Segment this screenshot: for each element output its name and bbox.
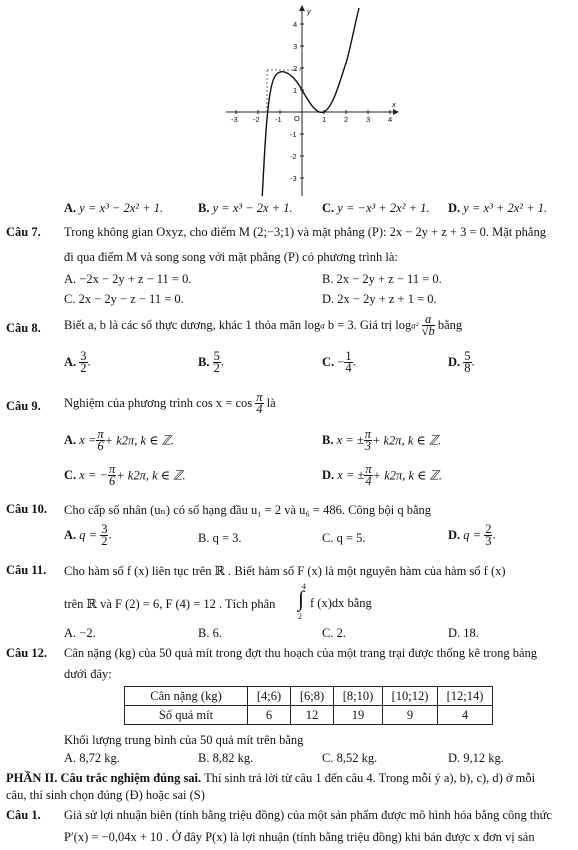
section-heading: [6, 771, 535, 786]
fraction-denominator: 6: [108, 474, 116, 488]
q8-option-b[interactable]: B. $\frac{5}{2}$ .: [198, 349, 224, 375]
q9-option-a[interactable]: [64, 429, 174, 452]
log-base: a: [320, 320, 325, 331]
option-letter: D.: [322, 468, 335, 482]
fraction: [422, 314, 435, 337]
question-text: Cân nặng (kg) của 50 quả mít trong đợt thu hoạch của một trang trại được thống kê trong bảng: [64, 646, 538, 660]
option-letter: D.: [448, 528, 461, 542]
question-text: f (x)dx bằng: [310, 596, 372, 610]
option-letter: D.: [448, 201, 461, 215]
option-text: y = −x³ + 2x² + 1.: [337, 201, 430, 215]
q11-option-a[interactable]: A. −2.: [64, 626, 96, 640]
question-text: [64, 314, 462, 337]
option-letter: A.: [64, 355, 77, 369]
stem-part: Biết a, b là các số thực dương, khác 1 thỏa mãn log: [64, 318, 321, 332]
x-axis-label: x: [392, 100, 396, 109]
q11-option-b[interactable]: B. 6.: [198, 626, 222, 640]
fraction-numerator: π: [256, 390, 263, 404]
option-prefix: x = −: [79, 468, 108, 482]
option-letter: A.: [64, 433, 77, 447]
question-number: Câu 12.: [6, 646, 47, 660]
fraction: [364, 464, 372, 487]
y-tick-label: 4: [293, 20, 298, 29]
option-letter: B.: [198, 201, 210, 215]
q9-option-c[interactable]: [64, 464, 186, 487]
table-cell: [6;8): [291, 687, 334, 706]
table-cell: [12;14): [438, 687, 493, 706]
fraction-numerator: π: [364, 427, 371, 441]
option-letter: C.: [64, 468, 77, 482]
q7-option-d[interactable]: D. 2x − 2y + z + 1 = 0.: [322, 292, 437, 306]
option-letter: A.: [64, 528, 77, 542]
question-text: Cho cấp số nhân (uₙ) có số hạng đầu u₁ = 2 và u₆ = 486. Công bội q bằng: [64, 503, 432, 517]
table-cell: [10;12): [383, 687, 438, 706]
question-number: Câu 9.: [6, 399, 41, 413]
fraction-denominator: 4: [365, 474, 372, 488]
x-tick-label: 3: [366, 115, 371, 124]
option-letter: D.: [448, 355, 461, 369]
q9-option-d[interactable]: [322, 464, 442, 487]
q10-option-c[interactable]: C. q = 5.: [322, 531, 366, 545]
q7-option-a[interactable]: A. −2x − 2y + z − 11 = 0.: [64, 272, 192, 286]
fraction-numerator: 1: [345, 349, 352, 363]
origin-label: O: [294, 114, 300, 123]
integral-sign: [296, 582, 310, 622]
y-tick-label: -3: [290, 174, 297, 183]
log-base: a²: [411, 320, 419, 331]
question-number: Câu 7.: [6, 225, 41, 239]
table-cell: [4;6): [248, 687, 291, 706]
fraction-numerator: 5: [464, 349, 471, 363]
table-cell: Số quả mít: [125, 706, 248, 725]
option-letter: C.: [322, 201, 335, 215]
table-cell: Cân nặng (kg): [125, 687, 248, 706]
fraction-denominator: 6: [97, 439, 104, 453]
fraction: [213, 351, 221, 374]
q8-option-d[interactable]: D. $\frac{5}{8}$ .: [448, 349, 475, 375]
question-text: đi qua điểm M và song song với mặt phẳng (P) có phương trình là:: [64, 250, 398, 264]
fraction-denominator: 4: [256, 402, 263, 416]
fraction-numerator: π: [97, 427, 104, 441]
table-cell: 4: [438, 706, 493, 725]
stem-part: b = 3. Giá trị log: [324, 318, 412, 332]
fraction: [463, 351, 471, 374]
fraction-denominator: √b: [421, 324, 435, 338]
fraction-numerator: 3: [101, 522, 108, 536]
fraction-denominator: 8: [464, 361, 471, 375]
fraction: [364, 429, 372, 452]
question-text: Khối lượng trung bình của 50 quả mít trên bằng: [64, 733, 304, 747]
fraction-denominator: 2: [101, 534, 108, 548]
x-tick-label: -1: [275, 115, 282, 124]
y-tick-label: 1: [293, 86, 298, 95]
q6-option-c[interactable]: [322, 201, 430, 216]
x-tick-label: 4: [388, 115, 393, 124]
question-text: dưới đây:: [64, 667, 112, 681]
option-letter: B.: [322, 433, 334, 447]
option-suffix: + k2π, k ∈ ℤ.: [372, 468, 442, 483]
q6-option-d[interactable]: [448, 201, 547, 216]
fraction: [344, 351, 352, 374]
table-cell: 12: [291, 706, 334, 725]
option-text: y = x³ − 2x + 1.: [212, 201, 293, 215]
cubic-curve: [262, 8, 359, 196]
q6-option-a[interactable]: [64, 201, 163, 216]
table-cell: 19: [334, 706, 383, 725]
fraction-numerator: 5: [213, 349, 220, 363]
question-text: P′(x) = −0,04x + 10 . Ở đây P(x) là lợi nhuận (tính bằng triệu đồng) khi bán được x đơn vị sản: [64, 830, 535, 844]
q11-option-d[interactable]: D. 18.: [448, 626, 479, 640]
y-tick-label: -1: [290, 130, 297, 139]
fraction: [108, 464, 116, 487]
option-suffix: + k2π, k ∈ ℤ.: [104, 433, 175, 448]
option-prefix: x = ±: [337, 468, 365, 482]
fraction-numerator: a: [422, 314, 435, 326]
option-prefix: x = ±: [336, 433, 364, 447]
section-title: PHẦN II. Câu trắc nghiệm đúng sai.: [6, 771, 202, 785]
y-tick-label: 3: [293, 42, 298, 51]
fraction-denominator: 2: [213, 361, 220, 375]
function-graph: [222, 0, 402, 198]
q12-option-a[interactable]: A. 8,72 kg.: [64, 751, 120, 765]
question-text: Trong không gian Oxyz, cho điểm M (2;−3;1) và mặt phẳng (P): 2x − 2y + z + 3 = 0. Mặt phẳng: [64, 225, 546, 239]
minus-sign: −: [337, 355, 345, 369]
q7-option-b[interactable]: B. 2x − 2y + z − 11 = 0.: [322, 272, 442, 286]
integral-upper-limit: 4: [302, 582, 306, 591]
q8-option-c[interactable]: C. − $\frac{1}{4}$ .: [322, 349, 356, 375]
fraction-numerator: 3: [80, 349, 87, 363]
q10-option-d[interactable]: D. q = $\frac{2}{3}$ .: [448, 522, 496, 548]
option-letter: C.: [322, 355, 335, 369]
x-tick-label: -2: [253, 115, 260, 124]
q7-option-c[interactable]: C. 2x − 2y − z − 11 = 0.: [64, 292, 184, 306]
option-prefix: q =: [79, 528, 98, 542]
section-instructions: Thí sinh trả lời từ câu 1 đến câu 4. Trong mỗi ý a), b), c), d) ở mỗi: [201, 771, 536, 785]
question-number: Câu 10.: [6, 502, 47, 516]
option-letter: B.: [198, 355, 210, 369]
frequency-table: [124, 686, 493, 725]
fraction-denominator: 2: [80, 361, 87, 375]
option-text: y = x³ − 2x² + 1.: [79, 201, 164, 215]
question-number: Câu 1.: [6, 808, 41, 822]
option-text: y = x³ + 2x² + 1.: [463, 201, 548, 215]
fraction-numerator: 2: [485, 522, 492, 536]
table-cell: [8;10): [334, 687, 383, 706]
option-suffix: + k2π, k ∈ ℤ.: [371, 433, 442, 448]
stem-part: bằng: [434, 318, 463, 332]
x-tick-label: 2: [344, 115, 349, 124]
fraction: [484, 524, 492, 547]
question-number: Câu 8.: [6, 321, 41, 335]
q8-option-a[interactable]: A. $\frac{3}{2}$ .: [64, 349, 91, 375]
question-text: Giả sử lợi nhuận biên (tính bằng triệu đồng) của một sản phẩm được mô hình hóa bằng công thức: [64, 808, 552, 822]
q12-option-b[interactable]: B. 8,82 kg.: [198, 751, 254, 765]
x-tick-label: 1: [322, 115, 327, 124]
fraction: [79, 351, 87, 374]
section-instructions: câu, thí sinh chọn đúng (Đ) hoặc sai (S): [6, 788, 205, 802]
option-suffix: + k2π, k ∈ ℤ.: [116, 468, 186, 483]
option-prefix: q =: [463, 528, 482, 542]
fraction: [100, 524, 108, 547]
question-number: Câu 11.: [6, 563, 47, 577]
q10-option-a[interactable]: A. q = $\frac{3}{2}$ .: [64, 522, 112, 548]
question-text: [64, 596, 275, 612]
option-letter: A.: [64, 201, 77, 215]
question-text: [64, 392, 276, 415]
table-cell: 6: [248, 706, 291, 725]
stem-part: trên ℝ và F (2) = 6, F (4) = 12 . Tích phân: [64, 597, 276, 611]
fraction: [255, 392, 263, 415]
question-text: Cho hàm số f (x) liên tục trên ℝ . Biết hàm số F (x) là một nguyên hàm của hàm số f (x): [64, 564, 506, 578]
stem-part: Nghiệm của phương trình cos x = cos: [64, 396, 253, 410]
fraction-numerator: π: [108, 462, 116, 476]
integral-symbol: ∫: [298, 586, 305, 611]
q6-option-b[interactable]: [198, 201, 293, 216]
y-axis-label: y: [307, 7, 311, 16]
table-cell: 9: [383, 706, 438, 725]
fraction-denominator: 3: [364, 439, 371, 453]
option-prefix: x =: [79, 433, 97, 447]
fraction: [96, 429, 104, 452]
fraction-numerator: π: [365, 462, 372, 476]
q12-option-c[interactable]: C. 8,52 kg.: [322, 751, 378, 765]
q12-option-d[interactable]: D. 9,12 kg.: [448, 751, 504, 765]
fraction-denominator: 3: [485, 534, 492, 548]
q9-option-b[interactable]: [322, 429, 441, 452]
y-tick-label: -2: [290, 152, 297, 161]
q10-option-b[interactable]: B. q = 3.: [198, 531, 242, 545]
q11-option-c[interactable]: C. 2.: [322, 626, 346, 640]
integral-lower-limit: 2: [298, 612, 302, 621]
y-tick-label: 2: [293, 64, 298, 73]
x-tick-label: -3: [231, 115, 238, 124]
stem-part: là: [263, 396, 276, 410]
table-header-row: [125, 687, 493, 706]
fraction-denominator: 4: [345, 361, 352, 375]
table-row: [125, 706, 493, 725]
